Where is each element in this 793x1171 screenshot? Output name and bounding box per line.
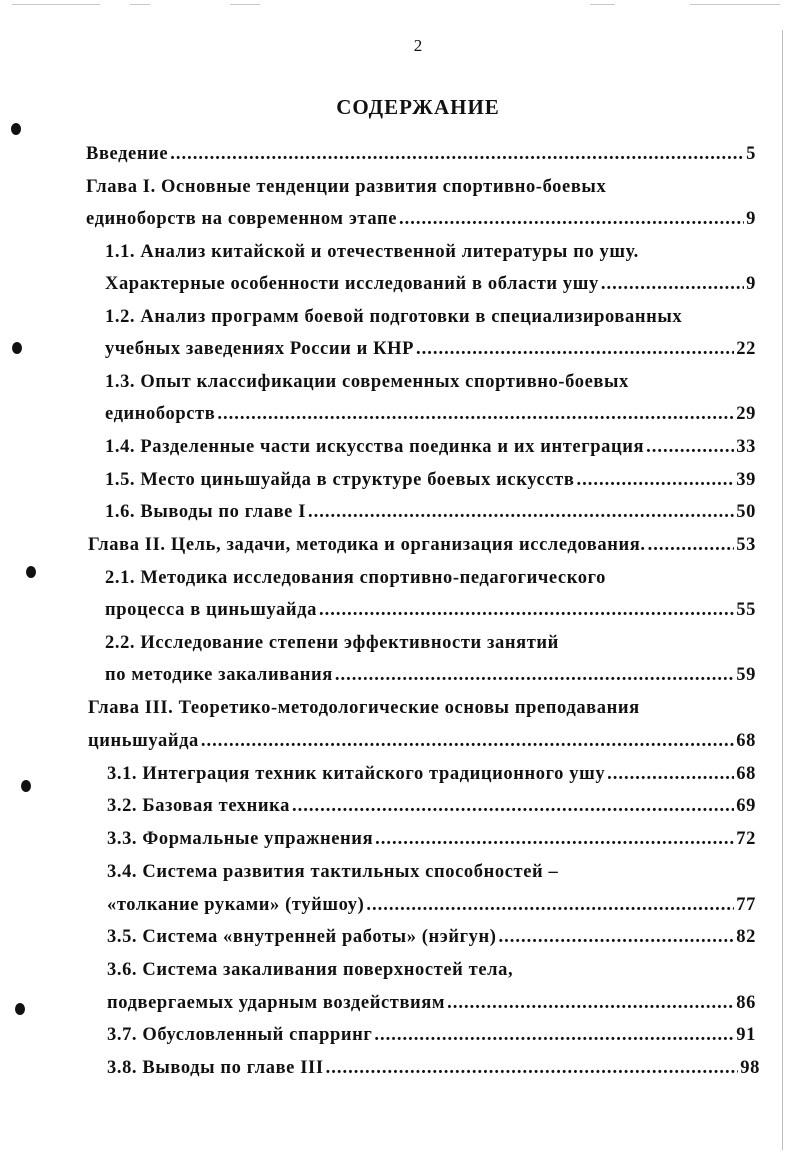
- dot-leader: [399, 204, 744, 234]
- toc-entry-text: 3.8. Выводы по главе III: [107, 1058, 324, 1078]
- toc-entry-chapter-3-line2[interactable]: [88, 726, 756, 756]
- toc-entry-3-8[interactable]: [107, 1053, 760, 1083]
- toc-entry-chapter-1-line1[interactable]: [86, 172, 756, 202]
- toc-entry-page: 86: [736, 993, 756, 1013]
- toc-entry-3-4-line1[interactable]: [107, 857, 756, 887]
- toc-entry-3-4-line2[interactable]: [107, 890, 756, 920]
- dot-leader: [335, 660, 734, 690]
- toc-entry-text: 1.1. Анализ китайской и отечественной литературы по ушу.: [105, 242, 639, 262]
- toc-entry-text: 1.5. Место циньшуайда в структуре боевых искусств: [105, 470, 575, 490]
- binder-hole-mark: [21, 780, 31, 792]
- toc-entry-1-1-line1[interactable]: [105, 237, 756, 267]
- toc-entry-page: 82: [736, 927, 756, 947]
- toc-entry-page: 9: [746, 209, 756, 229]
- binder-hole-mark: [11, 123, 21, 135]
- toc-entry-1-1-line2[interactable]: [105, 269, 756, 299]
- binder-hole-mark: [15, 1003, 25, 1015]
- toc-entry-text: подвергаемых ударным воздействиям: [107, 993, 446, 1013]
- toc-entry-text: 3.4. Система развития тактильных способностей –: [107, 862, 559, 882]
- toc-entry-page: 98: [740, 1058, 760, 1078]
- toc-entry-text: учебных заведениях России и КНР: [105, 339, 414, 359]
- toc-entry-text: 1.4. Разделенные части искусства поединка и их интеграция: [105, 437, 645, 457]
- dot-leader: [366, 890, 734, 920]
- dot-leader: [308, 497, 734, 527]
- toc-entry-page: 69: [736, 796, 756, 816]
- toc-entry-3-1[interactable]: [107, 759, 756, 789]
- toc-entry-text: 3.2. Базовая техника: [107, 796, 290, 816]
- dot-leader: [201, 726, 734, 756]
- dot-leader: [646, 432, 734, 462]
- toc-entry-2-2-line1[interactable]: [105, 628, 756, 658]
- toc-entry-1-3-line2[interactable]: [105, 399, 756, 429]
- toc-entry-text: 1.3. Опыт классификации современных спортивно-боевых: [105, 372, 629, 392]
- toc-entry-text: 3.6. Система закаливания поверхностей тела,: [107, 960, 514, 980]
- toc-entry-1-3-line1[interactable]: [105, 367, 756, 397]
- dot-leader: [447, 988, 734, 1018]
- toc-entry-text: 2.1. Методика исследования спортивно-педагогического: [105, 568, 606, 588]
- dot-leader: [648, 530, 735, 560]
- toc-entry-text: Введение: [86, 144, 169, 164]
- toc-entry-text: 3.3. Формальные упражнения: [107, 829, 374, 849]
- toc-entry-text: Глава I. Основные тенденции развития спортивно-боевых: [86, 177, 607, 197]
- dot-leader: [416, 334, 734, 364]
- toc-entry-text: по методике закаливания: [105, 665, 333, 685]
- toc-entry-page: 68: [736, 764, 756, 784]
- toc-entry-page: 33: [736, 437, 756, 457]
- dot-leader: [374, 1020, 734, 1050]
- toc-entry-text: процесса в циньшуайда: [105, 600, 317, 620]
- toc-entry-page: 91: [736, 1025, 756, 1045]
- toc-entry-page: 72: [736, 829, 756, 849]
- dot-leader: [576, 465, 734, 495]
- toc-entry-chapter-2[interactable]: [88, 530, 756, 560]
- toc-entry-page: 9: [746, 274, 756, 294]
- toc-entry-page: 50: [736, 502, 756, 522]
- toc-entry-introduction[interactable]: [86, 139, 756, 169]
- toc-entry-1-5[interactable]: [105, 465, 756, 495]
- toc-entry-chapter-3-line1[interactable]: [88, 693, 756, 723]
- dot-leader: [375, 824, 734, 854]
- toc-entry-3-7[interactable]: [107, 1020, 756, 1050]
- toc-entry-page: 68: [736, 731, 756, 751]
- toc-entry-page: 5: [746, 144, 756, 164]
- toc-entry-text: единоборств: [105, 404, 216, 424]
- dot-leader: [217, 399, 734, 429]
- toc-entry-1-4[interactable]: [105, 432, 756, 462]
- toc-entry-page: 55: [736, 600, 756, 620]
- dot-leader: [170, 139, 744, 169]
- toc-entry-1-2-line1[interactable]: [105, 302, 756, 332]
- toc-entry-text: 2.2. Исследование степени эффективности занятий: [105, 633, 559, 653]
- toc-entry-text: Глава II. Цель, задачи, методика и организация исследования.: [88, 535, 646, 555]
- binder-hole-mark: [12, 342, 22, 354]
- toc-entry-text: «толкание руками» (туйшоу): [107, 895, 365, 915]
- dot-leader: [499, 922, 735, 952]
- binder-hole-mark: [26, 566, 36, 578]
- toc-entry-chapter-1-line2[interactable]: [86, 204, 756, 234]
- toc-entry-page: 53: [736, 535, 756, 555]
- toc-entry-3-3[interactable]: [107, 824, 756, 854]
- toc-entry-text: 3.5. Система «внутренней работы» (нэйгун): [107, 927, 497, 947]
- toc-entry-text: 1.2. Анализ программ боевой подготовки в специализированных: [105, 307, 683, 327]
- dot-leader: [319, 595, 734, 625]
- dot-leader: [607, 759, 734, 789]
- toc-entry-1-2-line2[interactable]: [105, 334, 756, 364]
- toc-entry-text: 1.6. Выводы по главе I: [105, 502, 307, 522]
- dot-leader: [326, 1053, 739, 1083]
- toc-entry-page: 22: [736, 339, 756, 359]
- toc-entry-page: 29: [736, 404, 756, 424]
- toc-entry-2-1-line1[interactable]: [105, 563, 756, 593]
- toc-entry-text: Характерные особенности исследований в области ушу: [105, 274, 599, 294]
- toc-entry-page: 77: [736, 895, 756, 915]
- toc-entry-3-5[interactable]: [107, 922, 756, 952]
- toc-entry-1-6[interactable]: [105, 497, 756, 527]
- toc-entry-3-2[interactable]: [107, 791, 756, 821]
- dot-leader: [292, 791, 734, 821]
- toc-entry-2-2-line2[interactable]: [105, 660, 756, 690]
- dot-leader: [601, 269, 744, 299]
- toc-entry-text: 3.7. Обусловленный спарринг: [107, 1025, 373, 1045]
- toc-entry-text: 3.1. Интеграция техник китайского традиционного ушу: [107, 764, 606, 784]
- toc-entry-text: циньшуайда: [88, 731, 199, 751]
- toc-entry-3-6-line1[interactable]: [107, 955, 756, 985]
- toc-entry-2-1-line2[interactable]: [105, 595, 756, 625]
- toc-entry-text: Глава III. Теоретико-методологические основы преподавания: [88, 698, 640, 718]
- toc-entry-3-6-line2[interactable]: [107, 988, 756, 1018]
- toc-entry-text: единоборств на современном этапе: [86, 209, 398, 229]
- toc-entry-page: 39: [736, 470, 756, 490]
- toc-entry-page: 59: [736, 665, 756, 685]
- page-number: 2: [413, 36, 423, 55]
- page-title: СОДЕРЖАНИЕ: [336, 95, 500, 119]
